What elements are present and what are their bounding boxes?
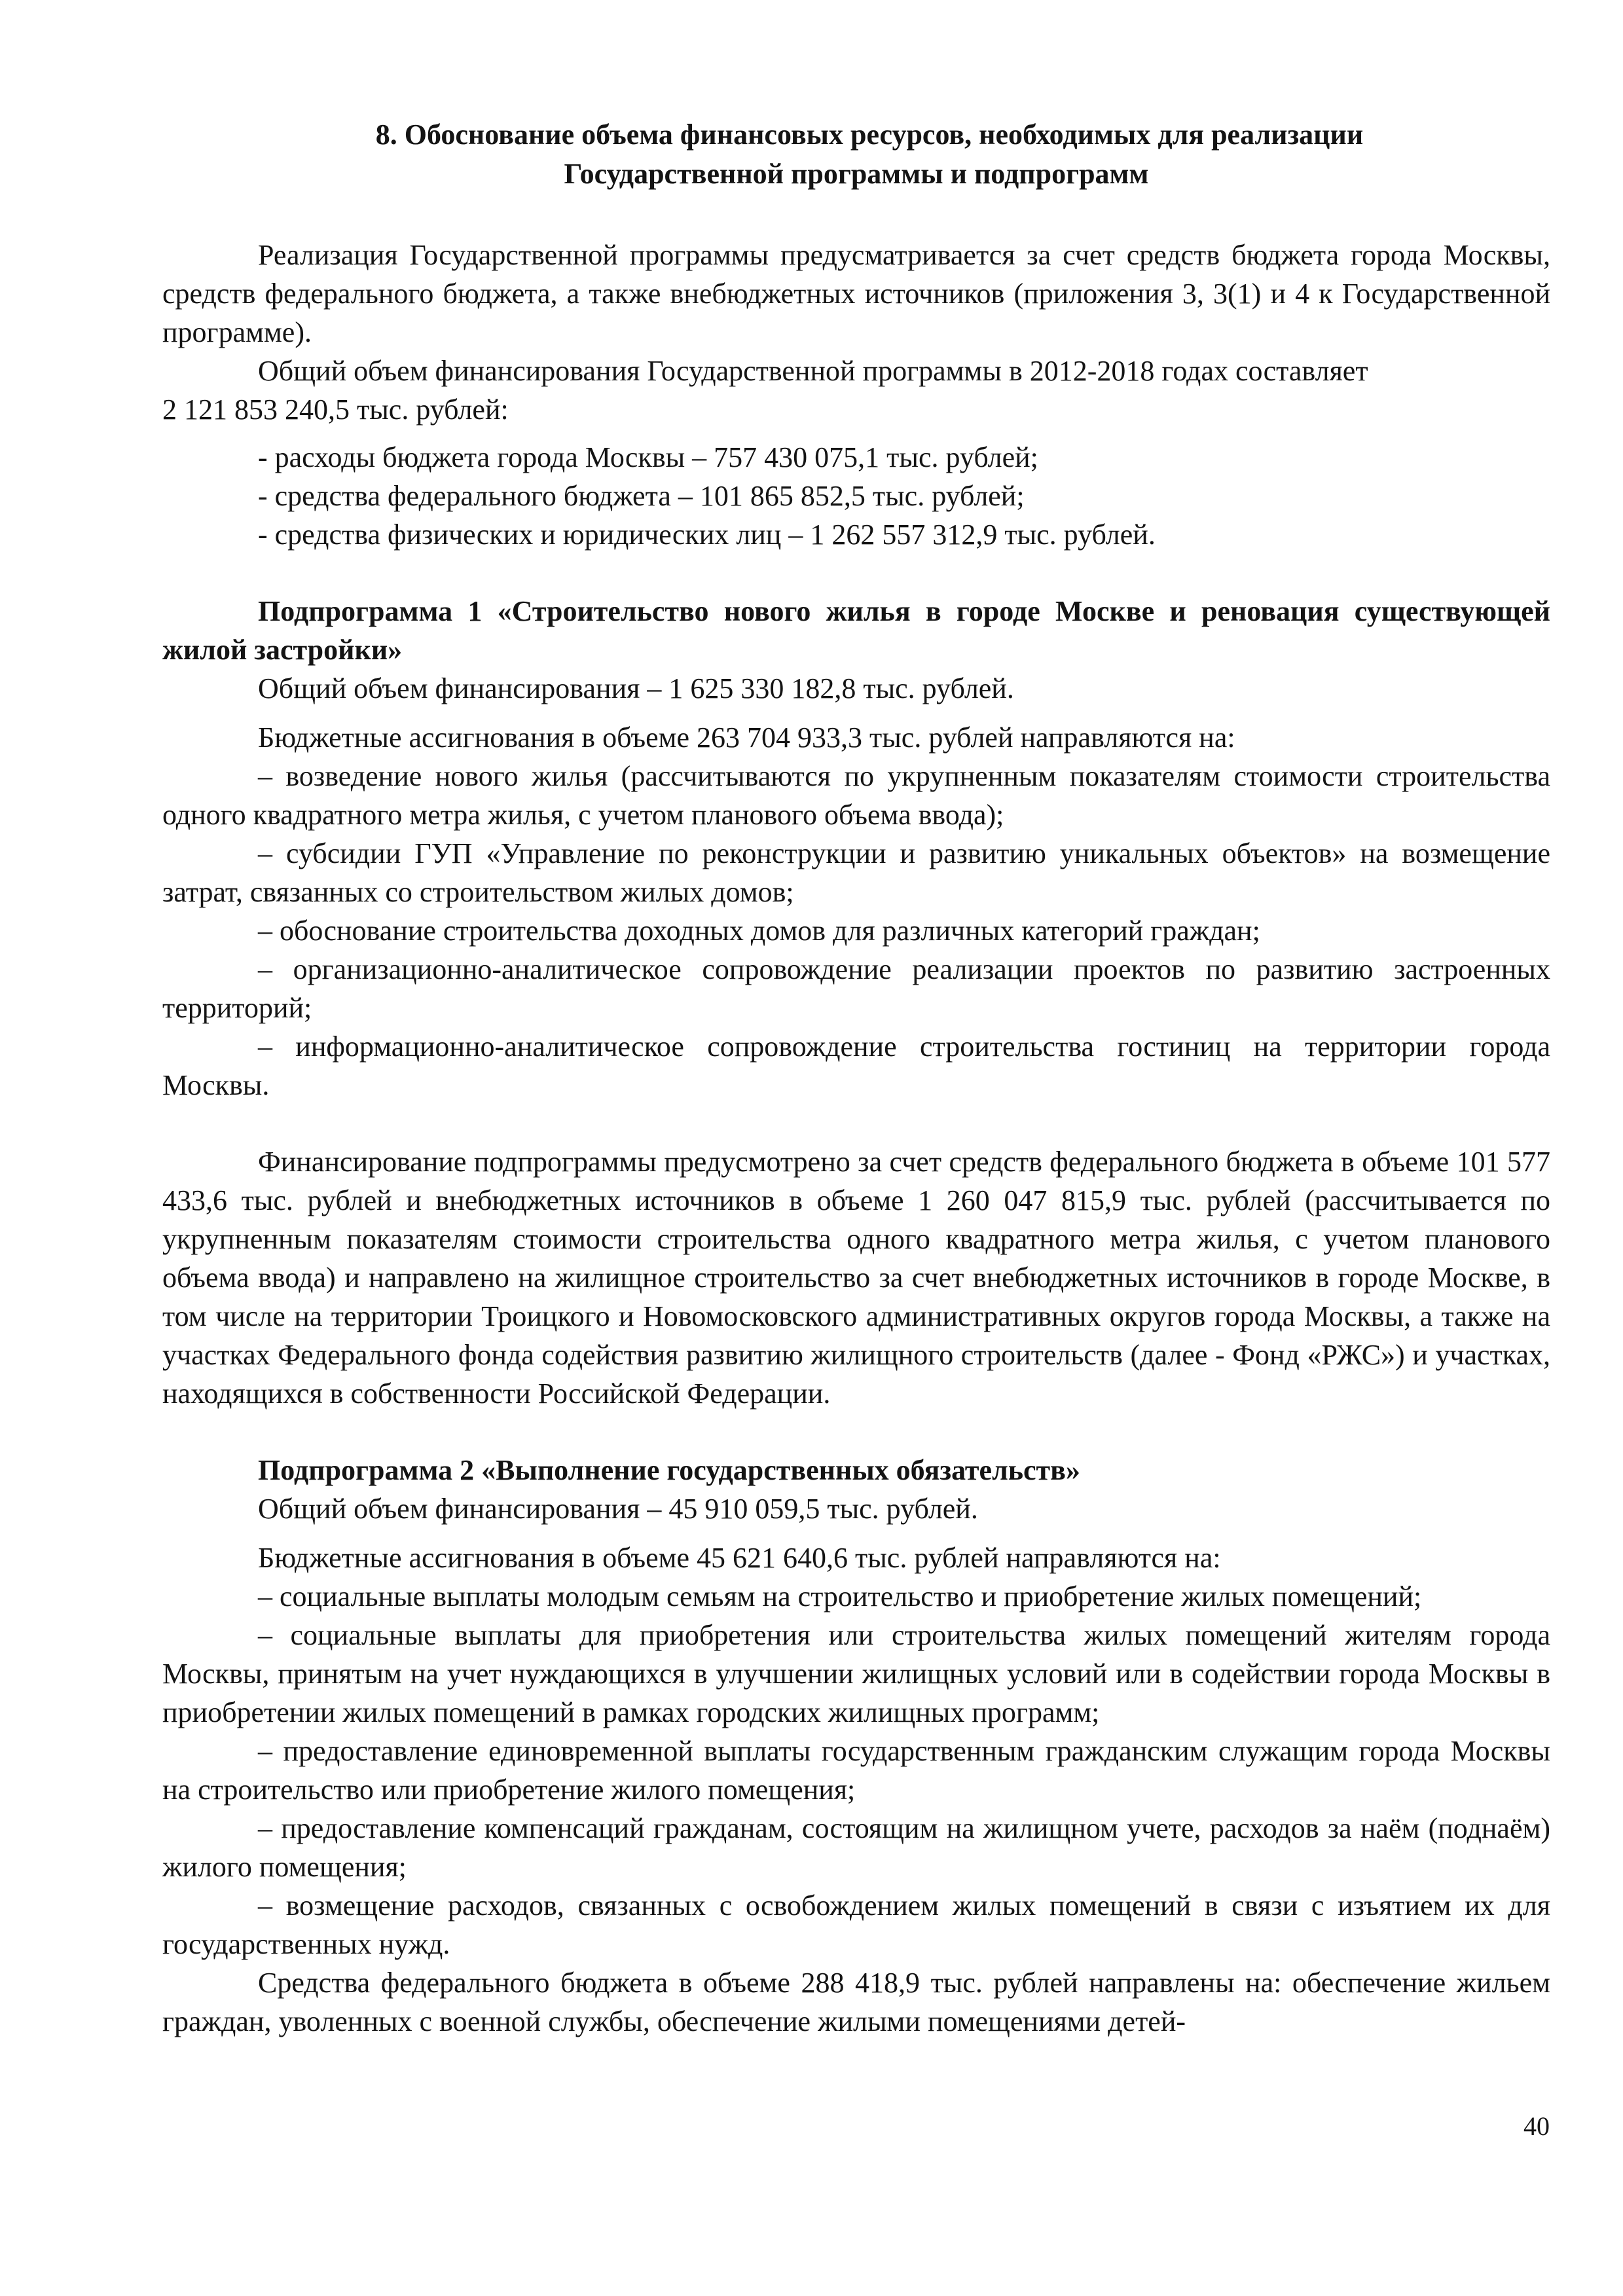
section-title: [162, 115, 1550, 194]
subprogram-2-heading: Подпрограмма 2 «Выполнение государственных обязательств»: [258, 1454, 1080, 1486]
subprogram-2-total: Общий объем финансирования – 45 910 059,5 тыс. рублей.: [258, 1493, 978, 1525]
subprogram-1-heading: Подпрограмма 1 «Строительство нового жилья в городе Москве и реновация существующей жилой застройки»: [162, 595, 1550, 666]
subprogram-1-financing-paragraph: Финансирование подпрограммы предусмотрено за счет средств федерального бюджета в объеме 101 577 433,6 тыс. рублей и внебюджетных источников в объеме 1 260 047 815,9 тыс. рублей (рассчитывается по укрупненным показателям стоимости строительства одного квадратного метра жилья, с учетом планового объема ввода) и направлено на жилищное строительство за счет внебюджетных источников в городе Москве, в том числе на территории Троицкого и Новомосковского административных округов города Москвы, а также на участках Федерального фонда содействия развитию жилищного строительств (далее - Фонд «РЖС») и участках, находящихся в собственности Российской Федерации.: [162, 1146, 1550, 1410]
section-title-line-2: Государственной программы и подпрограмм: [564, 158, 1149, 190]
subprogram-2-federal-paragraph: Средства федерального бюджета в объеме 288 418,9 тыс. рублей направлены на: обеспечение жильем граждан, уволенных с военной службы, обеспечение жилыми помещениями детей-: [162, 1967, 1550, 2037]
subprogram-2-allocations-intro: Бюджетные ассигнования в объеме 45 621 640,6 тыс. рублей направляются на:: [258, 1542, 1221, 1574]
list-item: – информационно-аналитическое сопровождение строительства гостиниц на территории города Москвы.: [162, 1030, 1550, 1101]
list-item: - средства федерального бюджета – 101 865 852,5 тыс. рублей;: [258, 480, 1025, 512]
subprogram-1-total: Общий объем финансирования – 1 625 330 182,8 тыс. рублей.: [258, 672, 1014, 704]
subprogram-1-allocations-list: [162, 757, 1550, 1104]
list-item: – обоснование строительства доходных домов для различных категорий граждан;: [258, 915, 1260, 947]
subprogram-2-allocations-list: [162, 1577, 1550, 1963]
subprogram-1-allocations-intro: Бюджетные ассигнования в объеме 263 704 933,3 тыс. рублей направляются на:: [258, 721, 1235, 754]
list-item: – организационно-аналитическое сопровождение реализации проектов по развитию застроенных территорий;: [162, 953, 1550, 1024]
intro-paragraph: Реализация Государственной программы предусматривается за счет средств бюджета города Москвы, средств федерального бюджета, а также внебюджетных источников (приложения 3, 3(1) и 4 к Государственной программе).: [162, 239, 1550, 348]
list-item: – предоставление компенсаций гражданам, состоящим на жилищном учете, расходов за наём (поднаём) жилого помещения;: [162, 1812, 1550, 1883]
list-item: – социальные выплаты молодым семьям на строительство и приобретение жилых помещений;: [258, 1580, 1422, 1613]
list-item: – субсидии ГУП «Управление по реконструкции и развитию уникальных объектов» на возмещение затрат, связанных со строительством жилых домов;: [162, 837, 1550, 908]
total-financing-amount: 2 121 853 240,5 тыс. рублей:: [162, 393, 509, 426]
list-item: - расходы бюджета города Москвы – 757 430 075,1 тыс. рублей;: [258, 441, 1038, 473]
section-title-line-1: 8. Обоснование объема финансовых ресурсов, необходимых для реализации: [375, 118, 1364, 151]
list-item: – возведение нового жилья (рассчитываются по укрупненным показателям стоимости строительства одного квадратного метра жилья, с учетом планового объема ввода);: [162, 760, 1550, 831]
page-content: [162, 115, 1550, 2041]
list-item: – возмещение расходов, связанных с освобождением жилых помещений в связи с изъятием их для государственных нужд.: [162, 1889, 1550, 1960]
page-number: 40: [1523, 2111, 1550, 2141]
funding-sources-list: [162, 438, 1550, 554]
total-financing-paragraph: Общий объем финансирования Государственной программы в 2012-2018 годах составляет: [258, 355, 1368, 387]
list-item: – социальные выплаты для приобретения или строительства жилых помещений жителям города Москвы, принятым на учет нуждающихся в улучшении жилищных условий или в содействии города Москвы в приобретении жилых помещений в рамках городских жилищных программ;: [162, 1619, 1550, 1728]
list-item: – предоставление единовременной выплаты государственным гражданским служащим города Москвы на строительство или приобретение жилого помещения;: [162, 1735, 1550, 1806]
list-item: - средства физических и юридических лиц – 1 262 557 312,9 тыс. рублей.: [258, 519, 1156, 551]
